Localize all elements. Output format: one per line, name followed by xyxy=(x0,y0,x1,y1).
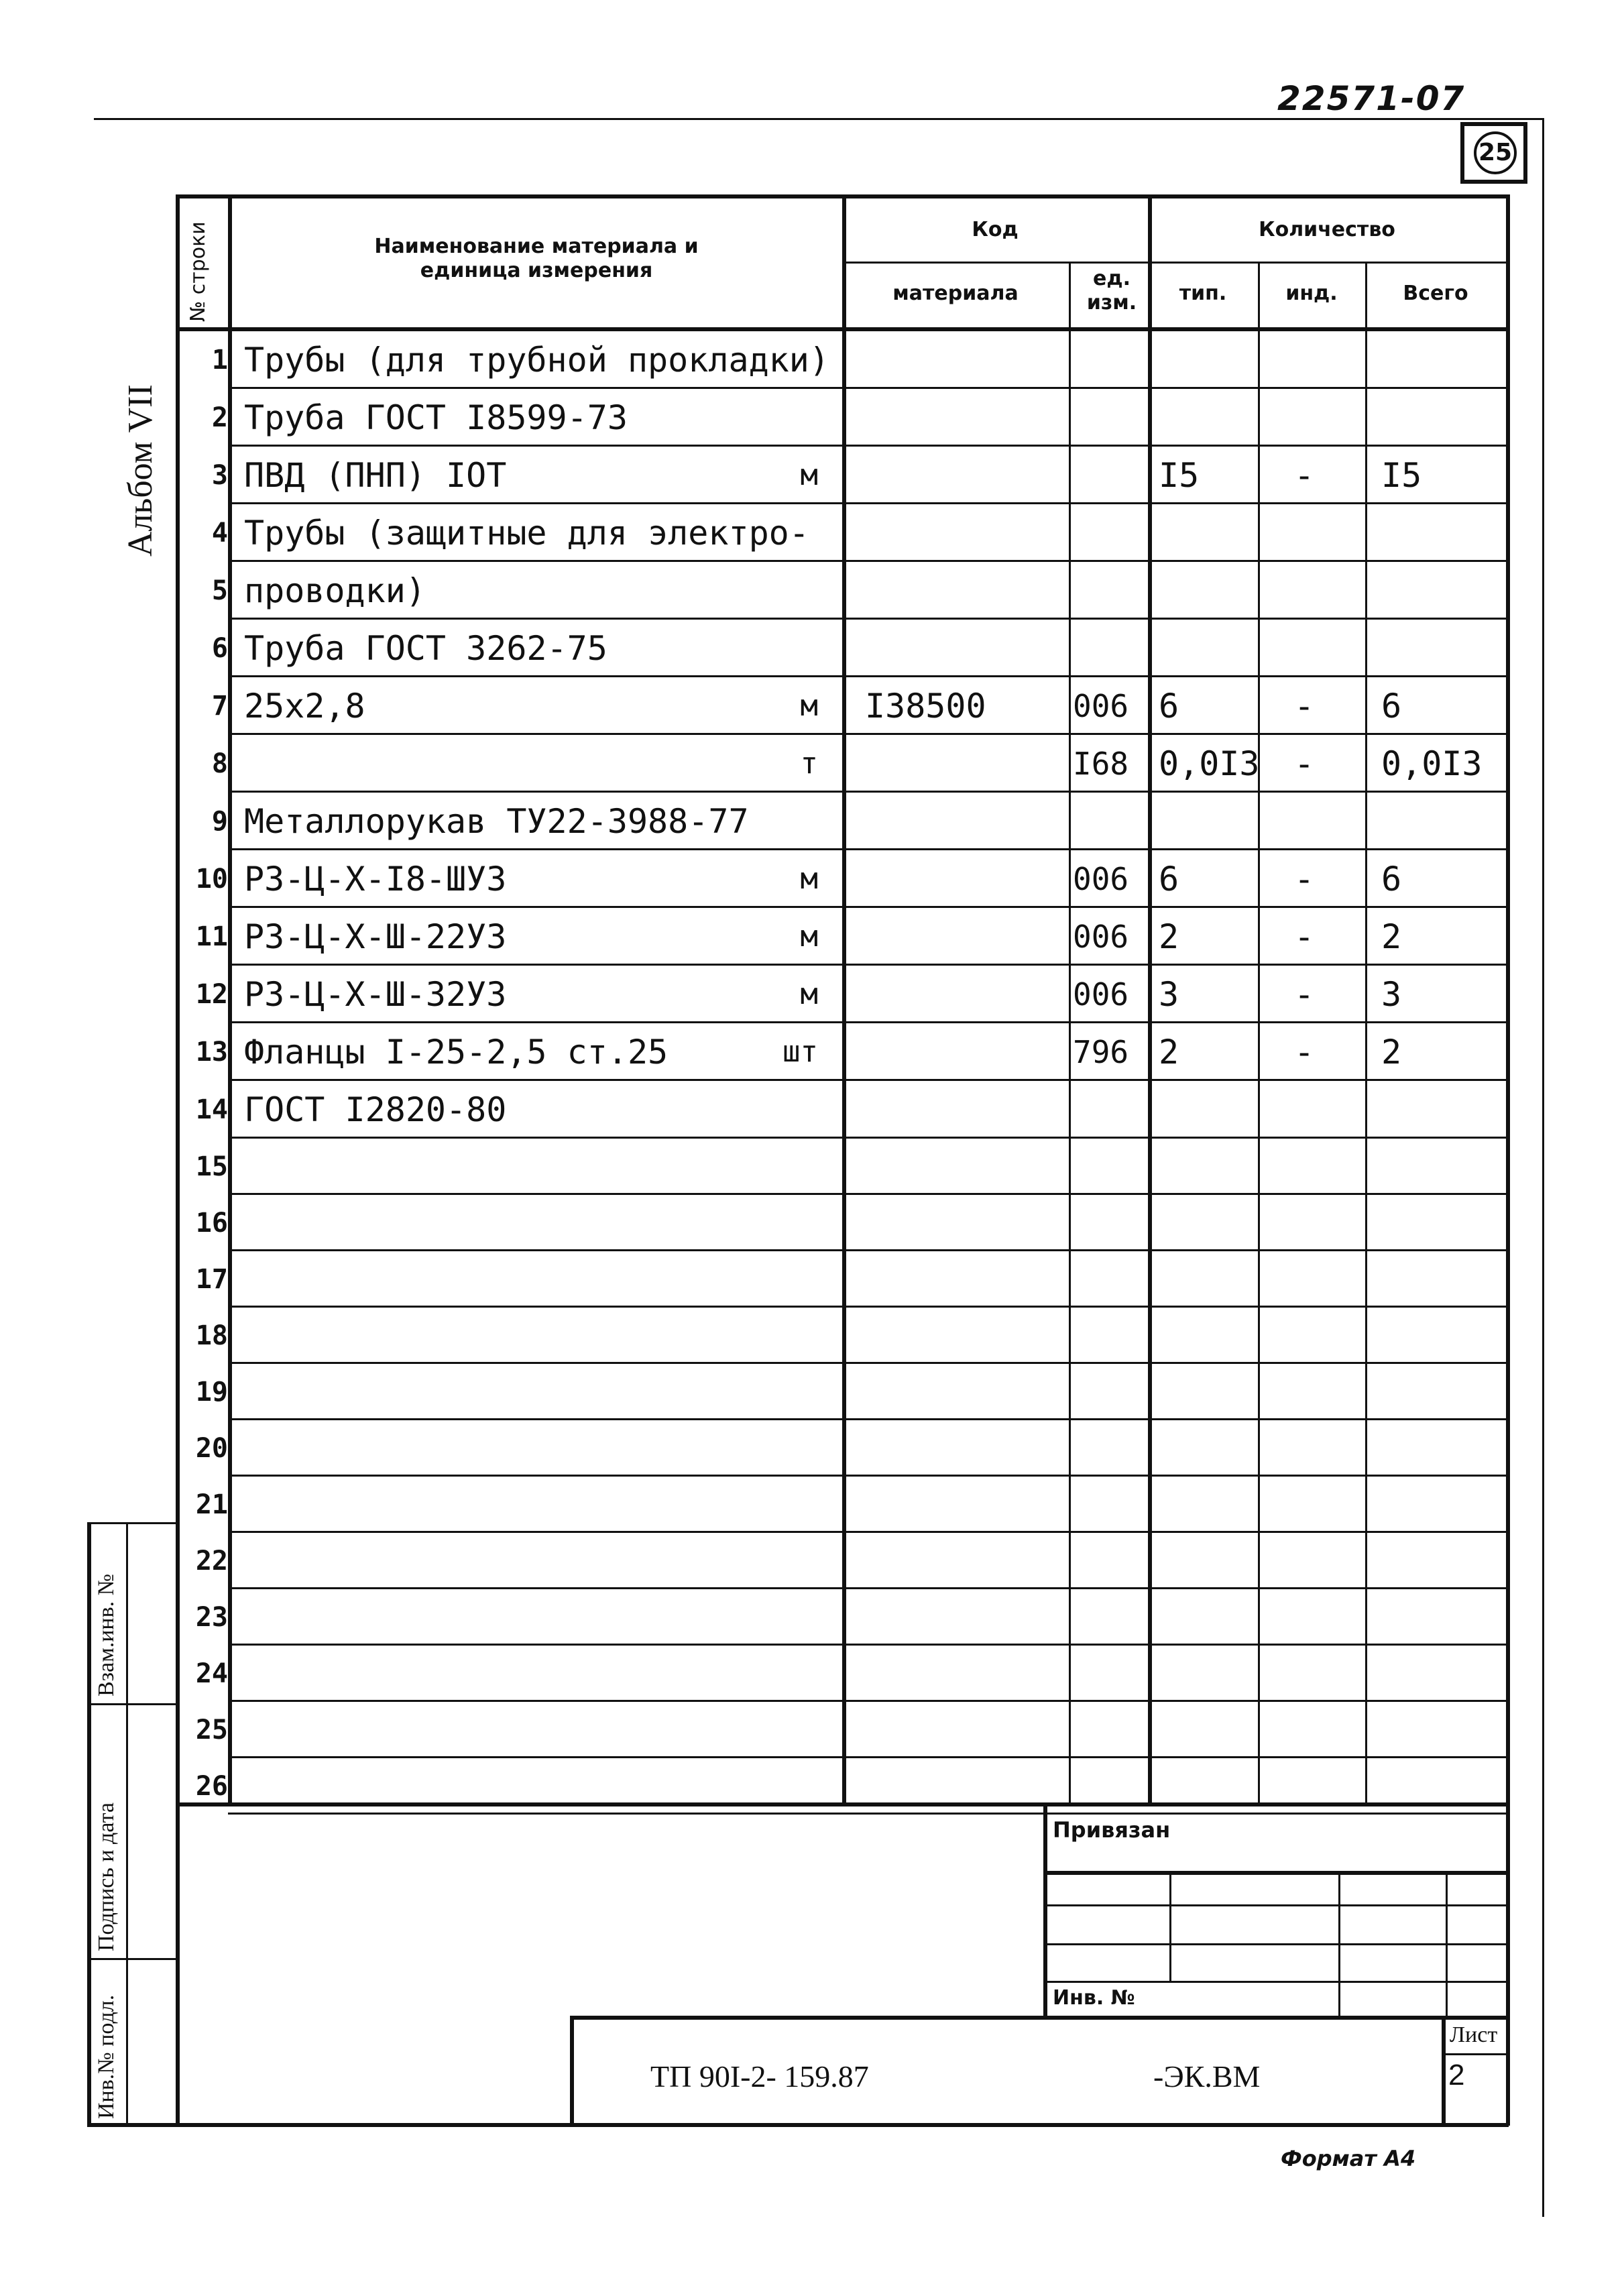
row-name: РЗ-Ц-Х-I8-ШУЗ xyxy=(244,860,507,899)
stamp-div1 xyxy=(87,1703,176,1705)
stamp-inv-podl: Инв.№ подл. xyxy=(94,1994,119,2119)
row-qty-typ: 3 xyxy=(1159,975,1179,1014)
row-name: Трубы (защитные для электро- xyxy=(244,514,809,553)
row-number: 20 xyxy=(195,1433,228,1464)
row-qty-ind: - xyxy=(1294,456,1315,495)
row-qty-typ: 2 xyxy=(1159,1033,1179,1072)
row-unit: м xyxy=(800,919,818,954)
col-div-num xyxy=(228,194,232,1804)
row-number: 1 xyxy=(211,345,228,376)
row-rule xyxy=(228,1813,1506,1815)
row-qty-ind: - xyxy=(1294,917,1315,956)
row-rule xyxy=(228,1756,1506,1758)
row-number: 21 xyxy=(195,1489,228,1520)
row-name: Труба ГОСТ 3262-75 xyxy=(244,629,607,668)
row-name: РЗ-Ц-Х-Ш-22УЗ xyxy=(244,917,507,956)
header-unit: ед. изм. xyxy=(1086,267,1137,314)
header-row-no: № строки xyxy=(186,221,210,322)
table-right-border xyxy=(1506,194,1510,2126)
stamp-vzam: Взам.инв. № xyxy=(94,1573,119,1697)
tb-left-1 xyxy=(1043,1802,1047,2017)
row-unit: шт xyxy=(782,1035,818,1069)
row-qty-ind: - xyxy=(1294,744,1315,783)
row-number: 13 xyxy=(195,1037,228,1068)
row-unit-code: 006 xyxy=(1073,919,1129,955)
row-number: 4 xyxy=(211,518,228,549)
row-rule xyxy=(228,1418,1506,1420)
right-margin-line xyxy=(1542,118,1544,2217)
row-unit-code: 006 xyxy=(1073,688,1129,724)
col-div-unit xyxy=(1148,194,1152,1804)
row-unit: м xyxy=(800,977,818,1011)
tb-sheet-left xyxy=(1442,2016,1446,2127)
row-number: 24 xyxy=(195,1658,228,1689)
tb-col-c xyxy=(1446,1871,1448,2017)
row-qty-ind: - xyxy=(1294,975,1315,1014)
tb-top xyxy=(176,1802,1510,1806)
document-number: 22571-07 xyxy=(1277,79,1466,118)
row-name: 25х2,8 xyxy=(244,687,365,726)
page-badge xyxy=(1460,122,1527,184)
tb-sheet-mid xyxy=(1442,2053,1509,2055)
tb-sheet-value: 2 xyxy=(1448,2059,1465,2091)
row-unit-code: I68 xyxy=(1073,746,1129,782)
row-number: 19 xyxy=(195,1377,228,1408)
row-rule xyxy=(228,1306,1506,1308)
row-name: Металлорукав ТУ22-3988-77 xyxy=(244,802,749,841)
row-qty-ind: - xyxy=(1294,687,1315,726)
row-number: 5 xyxy=(211,575,228,606)
stamp-podpis: Подпись и дата xyxy=(94,1802,119,1951)
row-rule xyxy=(228,1700,1506,1702)
row-number: 12 xyxy=(195,979,228,1010)
row-number: 3 xyxy=(211,460,228,491)
col-div-code xyxy=(1069,262,1071,1804)
row-name: Труба ГОСТ I8599-73 xyxy=(244,398,628,437)
header-total: Всего xyxy=(1403,282,1468,305)
row-unit-code: 006 xyxy=(1073,861,1129,897)
row-qty-total: 3 xyxy=(1381,975,1402,1014)
row-number: 8 xyxy=(211,748,228,779)
row-number: 16 xyxy=(195,1208,228,1239)
tb-sheet-label: Лист xyxy=(1450,2022,1498,2047)
row-unit: м xyxy=(800,458,818,492)
row-name: проводки) xyxy=(244,571,426,610)
row-name: Фланцы I-25-2,5 ст.25 xyxy=(244,1033,669,1072)
row-qty-total: 2 xyxy=(1381,1033,1402,1072)
tb-privyazan-rule xyxy=(1043,1871,1509,1875)
album-label: Альбом VII xyxy=(121,384,160,557)
row-number: 15 xyxy=(195,1151,228,1182)
row-number: 23 xyxy=(195,1602,228,1633)
row-rule xyxy=(228,1362,1506,1364)
col-div-ind xyxy=(1365,262,1367,1804)
row-unit-code: 006 xyxy=(1073,976,1129,1013)
page-badge-circle: 25 xyxy=(1474,131,1517,174)
row-qty-ind: - xyxy=(1294,1033,1315,1072)
row-qty-total: 0,0I3 xyxy=(1381,744,1483,783)
stamp-div2 xyxy=(87,1958,176,1960)
stamp-bottom xyxy=(87,2123,1509,2127)
format-label: Формат А4 xyxy=(1281,2146,1416,2171)
row-rule xyxy=(228,1587,1506,1589)
tb-main-top xyxy=(570,2016,1509,2020)
col-div-name xyxy=(842,194,846,1804)
row-number: 22 xyxy=(195,1546,228,1576)
row-qty-typ: I5 xyxy=(1159,456,1200,495)
row-unit: м xyxy=(800,689,818,723)
row-number: 18 xyxy=(195,1320,228,1351)
row-number: 25 xyxy=(195,1715,228,1745)
row-rule xyxy=(228,1644,1506,1646)
header-typ: тип. xyxy=(1179,282,1227,305)
row-number: 26 xyxy=(195,1771,228,1802)
row-qty-typ: 6 xyxy=(1159,687,1179,726)
row-qty-typ: 2 xyxy=(1159,917,1179,956)
row-rule xyxy=(228,1193,1506,1195)
row-number: 14 xyxy=(195,1094,228,1125)
row-number: 11 xyxy=(195,921,228,952)
col-div-typ xyxy=(1258,262,1260,1804)
row-material-code: I38500 xyxy=(865,687,986,726)
row-name: Трубы (для трубной прокладки) xyxy=(244,341,829,380)
row-qty-total: 6 xyxy=(1381,687,1402,726)
row-number: 17 xyxy=(195,1264,228,1295)
row-qty-typ: 6 xyxy=(1159,860,1179,899)
top-rule xyxy=(94,118,1542,120)
stamp-mid xyxy=(126,1522,128,2126)
row-name: РЗ-Ц-Х-Ш-32УЗ xyxy=(244,975,507,1014)
row-qty-total: I5 xyxy=(1381,456,1422,495)
header-qty: Количество xyxy=(1259,218,1395,241)
row-number: 2 xyxy=(211,402,228,433)
tb-col-a xyxy=(1169,1871,1171,1981)
row-unit-code: 796 xyxy=(1073,1034,1129,1070)
row-number: 6 xyxy=(211,633,228,664)
header-mid-rule xyxy=(842,262,1506,264)
row-name: ПВД (ПНП) IОТ xyxy=(244,456,507,495)
row-qty-total: 6 xyxy=(1381,860,1402,899)
row-qty-ind: - xyxy=(1294,860,1315,899)
tb-rule-2 xyxy=(1043,1904,1509,1906)
tb-privyazan: Привязан xyxy=(1053,1817,1171,1843)
tb-designation-left: ТП 90I-2- 159.87 xyxy=(650,2059,869,2093)
header-ind: инд. xyxy=(1285,282,1338,305)
header-name: Наименование материала и единица измерения xyxy=(374,235,699,282)
row-number: 7 xyxy=(211,691,228,722)
tb-rule-3 xyxy=(1043,1943,1509,1945)
row-rule xyxy=(228,1249,1506,1251)
tb-col-b xyxy=(1338,1871,1340,2017)
tb-designation-right: -ЭК.ВМ xyxy=(1153,2059,1261,2093)
row-rule xyxy=(228,1531,1506,1533)
row-rule xyxy=(228,1137,1506,1139)
row-number: 9 xyxy=(211,806,228,837)
row-unit: т xyxy=(800,746,818,781)
tb-inv-no: Инв. № xyxy=(1053,1986,1135,2010)
tb-main-left xyxy=(570,2016,574,2127)
row-unit: м xyxy=(800,862,818,896)
row-number: 10 xyxy=(195,864,228,895)
stamp-left xyxy=(87,1522,91,2126)
header-material: материала xyxy=(892,282,1019,305)
row-qty-total: 2 xyxy=(1381,917,1402,956)
header-code: Код xyxy=(972,218,1019,241)
row-rule xyxy=(228,1475,1506,1477)
row-qty-typ: 0,0I3 xyxy=(1159,744,1260,783)
row-name: ГОСТ I2820-80 xyxy=(244,1090,507,1129)
tb-rule-4 xyxy=(1043,1981,1509,1983)
stamp-top xyxy=(87,1522,176,1524)
